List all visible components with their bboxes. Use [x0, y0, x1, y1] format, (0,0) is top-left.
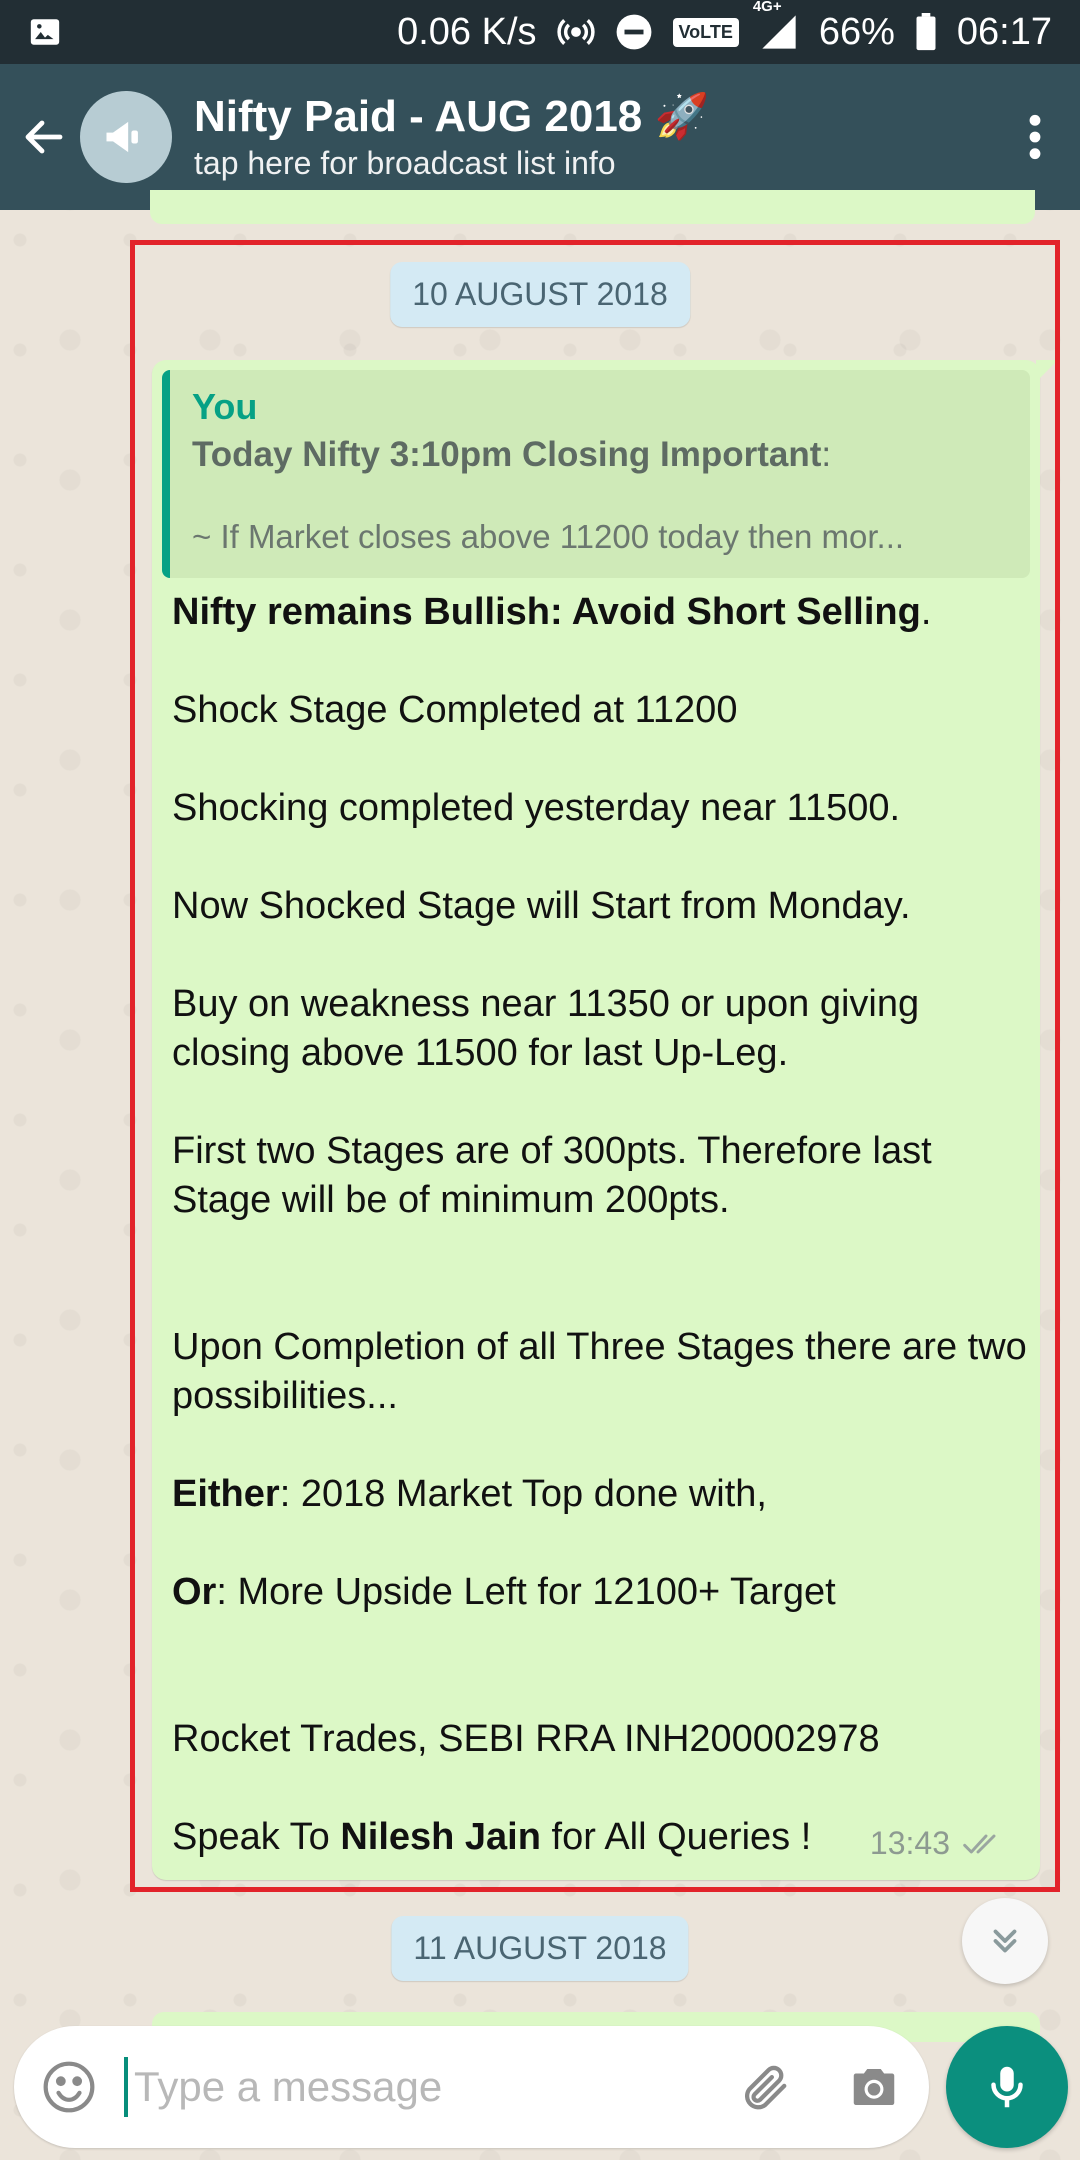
camera-button[interactable]: [819, 2026, 929, 2148]
microphone-icon: [980, 2060, 1034, 2114]
quote-heading: [192, 430, 1010, 480]
quote-heading-colon: :: [821, 435, 832, 474]
voice-record-button[interactable]: [946, 2026, 1068, 2148]
status-bar: [0, 0, 1080, 64]
line-rocket-trades: Rocket Trades, SEBI RRA INH200002978: [172, 1718, 880, 1760]
bubble-tail: [1036, 360, 1058, 382]
more-vert-icon: [1027, 112, 1043, 162]
line-either: [172, 1470, 1032, 1519]
more-options-button[interactable]: [1000, 64, 1070, 210]
megaphone-icon: [100, 111, 152, 163]
quote-author: You: [192, 386, 258, 427]
either-label: Either: [172, 1473, 280, 1515]
signal-icon: [752, 0, 799, 52]
line-upon-completion: Upon Completion of all Three Stages there are two possibilities...: [172, 1326, 1027, 1417]
or-label: Or: [172, 1571, 217, 1613]
network-type: 4G+: [752, 0, 782, 15]
message-composer: [14, 2026, 929, 2148]
network-speed: 0.06 K/s: [397, 10, 537, 53]
broadcast-avatar[interactable]: [80, 91, 172, 183]
message-title-bold: Nifty remains Bullish: Avoid Short Selling: [172, 591, 921, 633]
message-text: [172, 588, 1032, 1862]
quote-heading-bold: Today Nifty 3:10pm Closing Important: [192, 435, 822, 474]
double-chevron-down-icon: [986, 1922, 1024, 1960]
line-shocking: Shocking completed yesterday near 11500.: [172, 787, 901, 829]
speak-prefix: Speak To: [172, 1816, 341, 1858]
previous-message-bubble: [150, 190, 1035, 224]
chat-subtitle: tap here for broadcast list info: [194, 145, 616, 181]
line-shocked: Now Shocked Stage will Start from Monday.: [172, 885, 911, 927]
battery-icon: [915, 13, 937, 51]
arrow-left-icon: [20, 113, 68, 161]
speak-name: Nilesh Jain: [340, 1816, 541, 1858]
date-separator-2: 11 AUGUST 2018: [391, 1916, 688, 1981]
chat-info[interactable]: [194, 91, 709, 183]
speak-suffix: for All Queries !: [540, 1816, 812, 1858]
message-bubble[interactable]: [152, 360, 1040, 1880]
paperclip-icon: [737, 2060, 791, 2114]
double-check-icon: [962, 1831, 1002, 1857]
attach-button[interactable]: [709, 2026, 819, 2148]
date-separator: 10 AUGUST 2018: [390, 262, 690, 327]
volte-badge: VoLTE: [673, 18, 739, 47]
line-buy: Buy on weakness near 11350 or upon giving closing above 11500 for last Up-Leg.: [172, 983, 920, 1074]
quoted-message[interactable]: [162, 370, 1030, 578]
message-title-dot: .: [920, 591, 932, 633]
emoji-button[interactable]: [14, 2026, 124, 2148]
or-text: : More Upside Left for 12100+ Target: [216, 1571, 836, 1613]
message-title: [172, 588, 1032, 637]
do-not-disturb-icon: [615, 13, 653, 51]
chat-header: [0, 64, 1080, 210]
scroll-to-bottom-button[interactable]: [962, 1898, 1048, 1984]
message-meta: [870, 1825, 1002, 1862]
message-input[interactable]: [124, 2057, 709, 2117]
emoji-icon: [41, 2059, 97, 2115]
either-text: : 2018 Market Top done with,: [279, 1473, 767, 1515]
line-shock-stage: Shock Stage Completed at 11200: [172, 689, 738, 731]
back-button[interactable]: [4, 64, 84, 210]
line-stages: First two Stages are of 300pts. Therefore last Stage will be of minimum 200pts.: [172, 1130, 932, 1221]
chat-title: Nifty Paid - AUG 2018 🚀: [194, 92, 710, 141]
gallery-notification-icon: [28, 15, 62, 49]
hotspot-icon: [557, 13, 595, 51]
clock: 06:17: [956, 10, 1052, 53]
quote-preview: ~ If Market closes above 11200 today then mor...: [192, 518, 905, 555]
line-or: [172, 1568, 1032, 1617]
battery-percent: 66%: [818, 10, 895, 53]
camera-icon: [847, 2060, 901, 2114]
message-time: 13:43: [869, 1825, 950, 1861]
